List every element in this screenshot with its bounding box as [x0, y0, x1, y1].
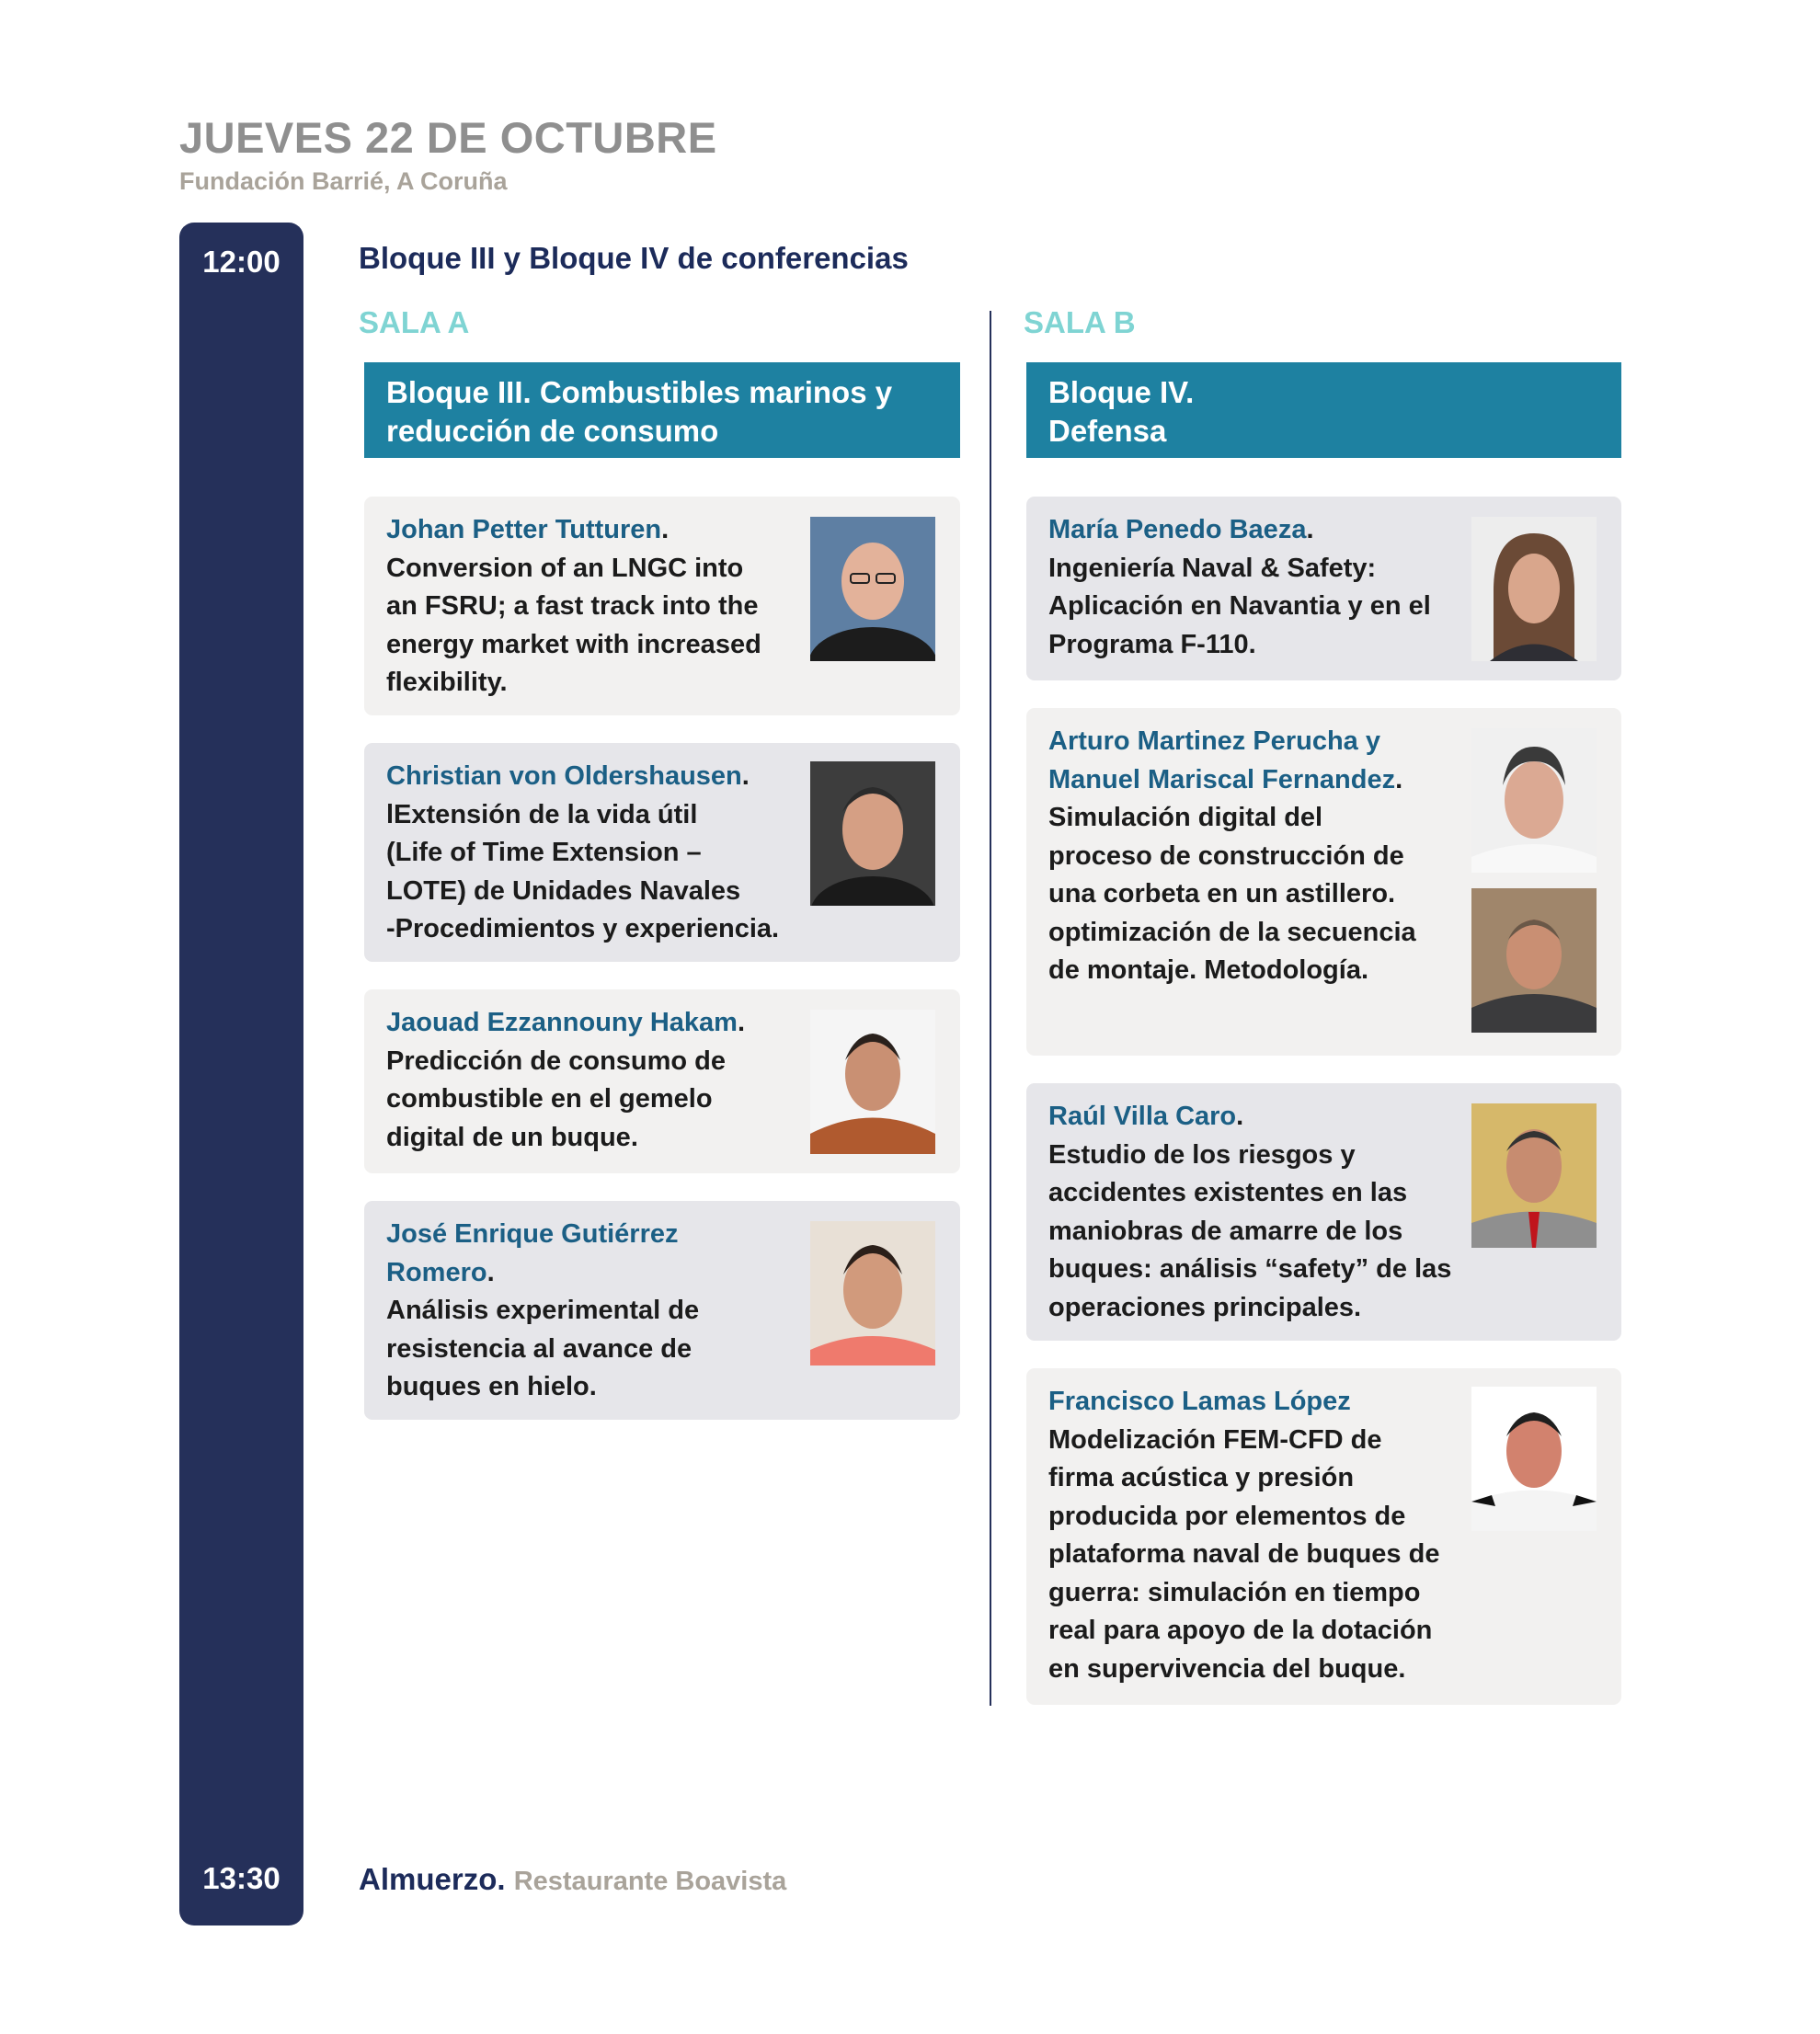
talk-title-line: plataforma naval de buques de [1048, 1539, 1440, 1569]
talk-title-line: combustible en el gemelo [386, 1084, 713, 1114]
talk-text: María Penedo Baeza. Ingeniería Naval & Safety: Aplicación en Navantia y en el Programa F-110. [1048, 511, 1453, 664]
speaker-name: Johan Petter Tutturen [386, 515, 662, 544]
speaker-name: Romero [386, 1257, 487, 1287]
talk-title-line: operaciones principales. [1048, 1292, 1362, 1322]
talk-title-line: digital de un buque. [386, 1122, 638, 1152]
talk-title-line: Análisis experimental de [386, 1296, 700, 1325]
speaker-photo [1471, 888, 1597, 1033]
speaker-photo [1471, 1387, 1597, 1531]
talk-title-line: firma acústica y presión [1048, 1463, 1355, 1492]
talk-text: Arturo Martinez Perucha y Manuel Mariscal Fernandez. Simulación digital del proceso de construcción de una corbeta en un astillero. optimización de la secuencia de montaje. Metodología. [1048, 723, 1453, 990]
talk-text [1048, 1383, 1453, 1688]
lunch-line [359, 1862, 786, 1897]
talk-text: Raúl Villa Caro. Estudio de los riesgos y accidentes existentes en las maniobras de amarre de los buques: análisis “safety” de las operaciones principales. [1048, 1098, 1453, 1327]
talk-title-line: producida por elementos de [1048, 1501, 1406, 1531]
speaker-photo [1471, 517, 1597, 661]
speaker-name: María Penedo Baeza [1048, 515, 1307, 544]
column-divider [990, 311, 991, 1706]
talk-title-line: Modelización FEM-CFD de [1048, 1424, 1382, 1455]
sala-a-label: SALA A [359, 305, 470, 339]
talk-text: Johan Petter Tutturen. Conversion of an LNGC into an FSRU; a fast track into the energy market with increased flexibility. [386, 511, 791, 703]
speaker-name: Christian von Oldershausen [386, 761, 742, 791]
talk-card [1026, 708, 1621, 1056]
talk-title-line: -Procedimientos y experiencia. [386, 914, 780, 943]
talk-title-line: Predicción de consumo de [386, 1046, 727, 1076]
talk-title-line: Programa F-110. [1048, 629, 1256, 659]
speaker-photo [1471, 728, 1597, 873]
talk-title-line: Aplicación en Navantia y en el [1048, 591, 1431, 621]
sala-a-block-header [364, 362, 960, 458]
speaker-photo [810, 517, 935, 661]
speaker-name: Manuel Mariscal Fernandez [1048, 764, 1396, 794]
talk-title-line: maniobras de amarre de los [1048, 1216, 1403, 1246]
sala-b-block-header [1026, 362, 1621, 458]
talk-card [364, 1201, 960, 1420]
session-title: Bloque III y Bloque IV de conferencias [359, 241, 909, 275]
talk-title-line: flexibility. [386, 668, 508, 697]
talk-card [364, 743, 960, 962]
talk-card [364, 989, 960, 1173]
talk-card [1026, 497, 1621, 680]
talk-title-line: accidentes existentes en las [1048, 1178, 1408, 1207]
venue-subtitle: Fundación Barrié, A Coruña [179, 167, 508, 195]
talk-title-line: proceso de construcción de [1048, 840, 1404, 871]
speaker-name: José Enrique Gutiérrez [386, 1219, 679, 1249]
talk-title-line: resistencia al avance de [386, 1333, 693, 1364]
block-header-line: Defensa [1048, 414, 1167, 448]
talk-title-line: real para apoyo de la dotación [1048, 1616, 1433, 1645]
sala-b-label: SALA B [1024, 305, 1136, 339]
lunch-label: Almuerzo. [359, 1862, 506, 1896]
speaker-photo [810, 761, 935, 906]
talk-title-line: buques: análisis “safety” de las [1048, 1254, 1452, 1284]
speaker-photo [810, 1010, 935, 1154]
block-header-line: Bloque III. Combustibles marinos y [386, 375, 893, 409]
talk-title-line: Estudio de los riesgos y [1048, 1139, 1356, 1170]
talk-title-line: optimización de la secuencia [1048, 917, 1416, 947]
talk-title-line: Conversion of an LNGC into [386, 553, 744, 583]
talk-card [1026, 1083, 1621, 1341]
talk-text: José Enrique Gutiérrez Romero. Análisis experimental de resistencia al avance de buques en hielo. [386, 1216, 791, 1407]
end-time: 13:30 [202, 1861, 280, 1895]
speaker-name: Francisco Lamas López [1048, 1387, 1351, 1416]
speaker-photo [810, 1221, 935, 1366]
speaker-name: Arturo Martinez Perucha y [1048, 726, 1380, 756]
talk-title-line: (Life of Time Extension – [386, 838, 702, 867]
talk-card [1026, 1368, 1621, 1705]
talk-title-line: guerra: simulación en tiempo [1048, 1577, 1421, 1607]
talk-title-line: una corbeta en un astillero. [1048, 879, 1396, 908]
block-header-line: Bloque IV. [1048, 375, 1195, 409]
talk-text: Christian von Oldershausen. lExtensión de la vida útil (Life of Time Extension – LOTE) de Unidades Navales -Procedimientos y experiencia. [386, 758, 791, 949]
time-bar [179, 223, 303, 1925]
block-header-line: reducción de consumo [386, 414, 719, 448]
talk-title-line: de montaje. Metodología. [1048, 955, 1369, 985]
talk-title-line: LOTE) de Unidades Navales [386, 875, 741, 906]
talk-title-line: en supervivencia del buque. [1048, 1653, 1406, 1684]
talk-text: Jaouad Ezzannouny Hakam. Predicción de consumo de combustible en el gemelo digital de un buque. [386, 1004, 791, 1157]
talk-title-line: Ingeniería Naval & Safety: [1048, 553, 1377, 583]
lunch-place: Restaurante Boavista [513, 1867, 787, 1896]
speaker-name: Jaouad Ezzannouny Hakam [386, 1008, 738, 1037]
talk-title-line: energy market with increased [386, 629, 761, 659]
talk-title-line: an FSRU; a fast track into the [386, 591, 759, 621]
speaker-name: Raúl Villa Caro [1048, 1102, 1237, 1131]
page-title: JUEVES 22 DE OCTUBRE [179, 113, 717, 162]
talk-title-line: buques en hielo. [386, 1372, 597, 1401]
talk-card [364, 497, 960, 715]
speaker-photo [1471, 1103, 1597, 1248]
start-time: 12:00 [202, 245, 280, 279]
talk-title-line: lExtensión de la vida útil [386, 799, 698, 829]
talk-title-line: Simulación digital del [1048, 803, 1323, 832]
